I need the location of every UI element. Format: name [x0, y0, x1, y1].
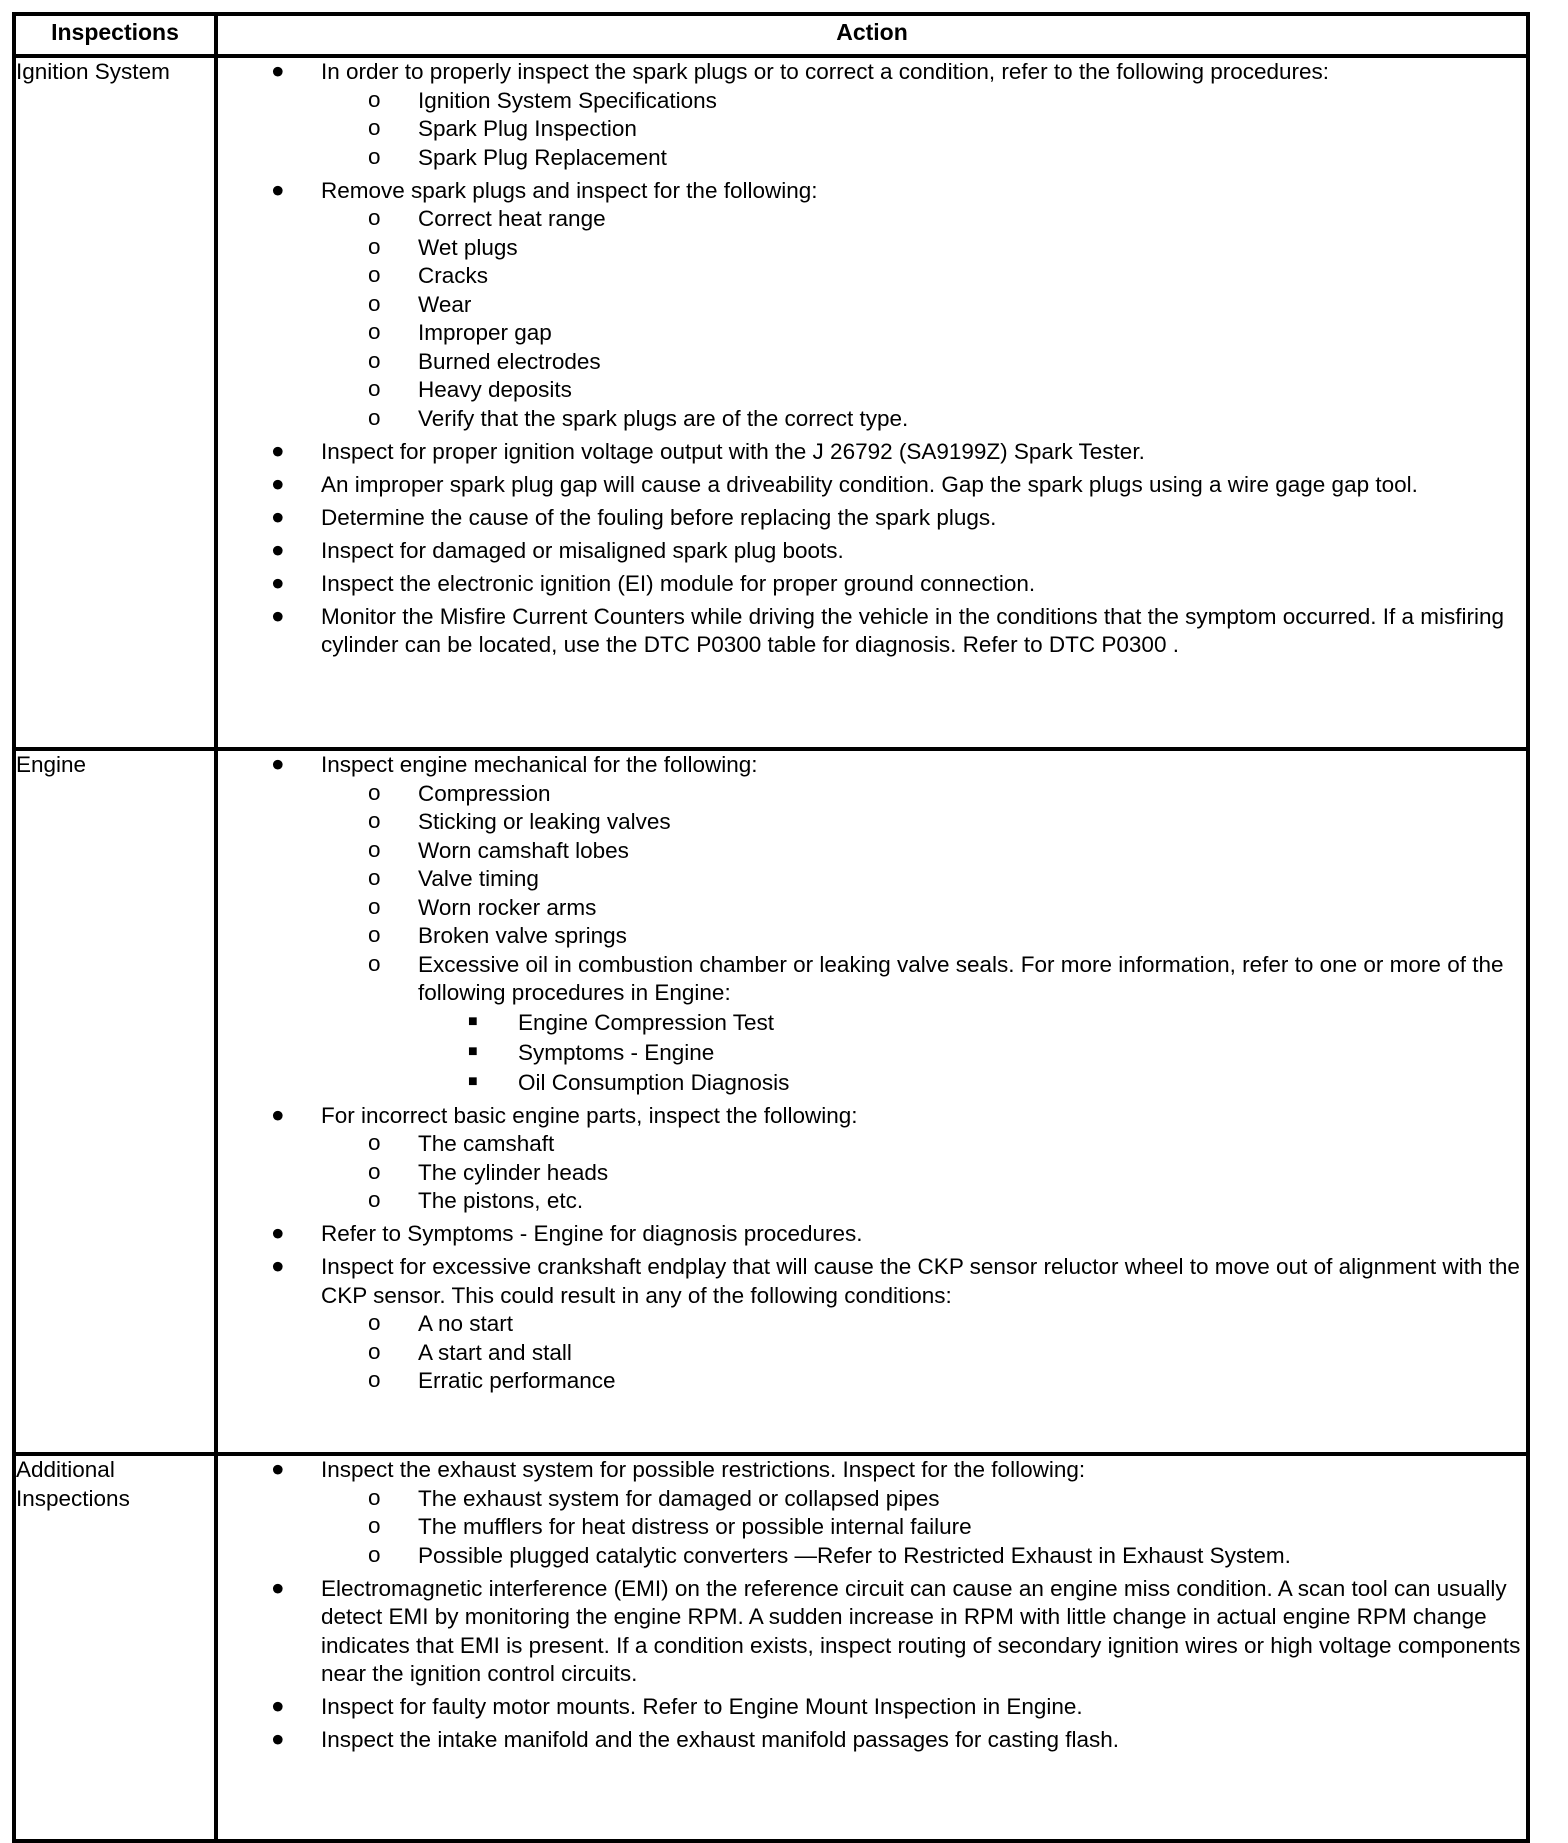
bullet-icon: ● — [271, 470, 285, 496]
circle-bullet-icon: o — [368, 1367, 381, 1392]
sub-item-text: Sticking or leaking valves — [418, 809, 671, 834]
item-text: Electromagnetic interference (EMI) on the reference circuit can cause an engine miss condition. A scan tool can usually detect EMI by monitoring the engine RPM. A sudden increase in RPM with little change in actual engine RPM change indicates that EMI is present. If a condition exists, inspect routing of secondary ignition wires or high voltage components near the ignition control circuits. — [321, 1575, 1521, 1686]
action-list — [218, 751, 1526, 1396]
list-item — [218, 1456, 1526, 1570]
sub-list-item — [318, 922, 1526, 951]
sub-item-text: The pistons, etc. — [418, 1188, 584, 1213]
bullet-icon: ● — [271, 1693, 285, 1718]
sub-list-item — [318, 1187, 1526, 1216]
circle-bullet-icon: o — [368, 290, 381, 316]
list-item — [218, 751, 1526, 1097]
sub-item-text: Possible plugged catalytic converters —Refer to Restricted Exhaust in Exhaust System. — [418, 1542, 1291, 1568]
square-bullet-icon: ■ — [468, 1042, 478, 1060]
square-bullet-icon: ■ — [468, 1012, 478, 1030]
sub-sub-list-item — [418, 1069, 1526, 1098]
list-item — [218, 1575, 1526, 1689]
square-bullet-icon: ■ — [468, 1072, 478, 1090]
item-text: Inspect engine mechanical for the following: — [321, 752, 758, 777]
sub-list-item — [318, 1542, 1526, 1571]
circle-bullet-icon: o — [368, 779, 381, 805]
bullet-icon: ● — [271, 569, 285, 595]
bullet-icon: ● — [271, 1456, 285, 1481]
circle-bullet-icon: o — [368, 808, 381, 833]
circle-bullet-icon: o — [368, 1158, 381, 1184]
item-text: Remove spark plugs and inspect for the following: — [321, 177, 818, 203]
item-text: Inspect for proper ignition voltage output with the J 26792 (SA9199Z) Spark Tester. — [321, 438, 1145, 464]
list-item — [218, 537, 1526, 566]
sub-list — [321, 1485, 1526, 1571]
circle-bullet-icon: o — [368, 950, 381, 976]
circle-bullet-icon: o — [368, 836, 381, 862]
sub-item-text: Valve timing — [418, 866, 539, 891]
action-cell — [216, 749, 1528, 1454]
circle-bullet-icon: o — [368, 1310, 381, 1335]
sub-list-item — [318, 405, 1526, 434]
circle-bullet-icon: o — [368, 922, 381, 947]
sub-item-text: The exhaust system for damaged or collapsed pipes — [418, 1485, 940, 1511]
item-text: Determine the cause of the fouling before replacing the spark plugs. — [321, 504, 997, 530]
row-label: Engine — [14, 749, 216, 1454]
sub-item-text: A no start — [418, 1311, 514, 1336]
sub-item-text: Ignition System Specifications — [418, 87, 717, 113]
item-text: Inspect the exhaust system for possible restrictions. Inspect for the following: — [321, 1457, 1086, 1482]
list-item — [218, 570, 1526, 599]
item-text: An improper spark plug gap will cause a driveability condition. Gap the spark plugs using a wire gage gap tool. — [321, 471, 1418, 497]
sub-list-item — [318, 1367, 1526, 1396]
sub-list — [321, 1310, 1526, 1396]
sub-list-item — [318, 262, 1526, 291]
sub-item-text: Excessive oil in combustion chamber or leaking valve seals. For more information, refer to one or more of the following procedures in Engine: — [418, 951, 1504, 1005]
bullet-icon: ● — [271, 536, 285, 562]
action-cell — [216, 56, 1528, 749]
sub-list-item — [318, 1339, 1526, 1368]
circle-bullet-icon: o — [368, 376, 381, 401]
circle-bullet-icon: o — [368, 1187, 381, 1212]
header-action: Action — [216, 14, 1528, 56]
bullet-icon: ● — [271, 1574, 285, 1600]
circle-bullet-icon: o — [368, 404, 381, 430]
list-item — [218, 438, 1526, 467]
item-text: Inspect the intake manifold and the exhaust manifold passages for casting flash. — [321, 1727, 1119, 1752]
circle-bullet-icon: o — [368, 1130, 381, 1155]
inspections-table — [12, 12, 1530, 1843]
bullet-icon: ● — [271, 602, 285, 628]
sub-item-text: Burned electrodes — [418, 348, 601, 374]
circle-bullet-icon: o — [368, 1513, 381, 1538]
header-inspections: Inspections — [14, 14, 216, 56]
list-item — [218, 1693, 1526, 1722]
sub-list — [321, 87, 1526, 173]
sub-item-text: Heavy deposits — [418, 377, 572, 402]
sub-list-item — [318, 87, 1526, 116]
row-ignition-system — [14, 56, 1528, 749]
sub-list-item — [318, 1310, 1526, 1339]
item-text: Monitor the Misfire Current Counters while driving the vehicle in the conditions that the symptom occurred. If a misfiring cylinder can be located, use the DTC P0300 table for diagnosis. Refer to DTC P0300 . — [321, 603, 1505, 657]
circle-bullet-icon: o — [368, 347, 381, 373]
sub-list-item — [318, 894, 1526, 923]
sub-item-text: Erratic performance — [418, 1368, 616, 1393]
bullet-icon: ● — [271, 1253, 285, 1278]
row-label: Ignition System — [14, 56, 216, 749]
sub-list-item — [318, 951, 1526, 1098]
bullet-icon: ● — [271, 437, 285, 463]
sub-list — [321, 1130, 1526, 1216]
sub-item-text: Wear — [418, 291, 472, 317]
circle-bullet-icon: o — [368, 233, 381, 259]
list-item — [218, 504, 1526, 533]
item-text: In order to properly inspect the spark plugs or to correct a condition, refer to the following procedures: — [321, 59, 1330, 84]
bullet-icon: ● — [271, 1101, 285, 1127]
sub-item-text: Improper gap — [418, 320, 552, 345]
sub-item-text: The mufflers for heat distress or possible internal failure — [418, 1514, 972, 1539]
sub-item-text: Worn rocker arms — [418, 894, 597, 920]
sub-item-text: Verify that the spark plugs are of the correct type. — [418, 405, 909, 431]
list-item — [218, 1253, 1526, 1396]
list-item — [218, 1102, 1526, 1216]
sub-item-text: Spark Plug Inspection — [418, 116, 637, 141]
sub-sub-item-text: Oil Consumption Diagnosis — [518, 1069, 790, 1095]
sub-item-text: Broken valve springs — [418, 923, 627, 948]
sub-list-item — [318, 808, 1526, 837]
header-row — [14, 14, 1528, 56]
sub-item-text: The camshaft — [418, 1131, 555, 1156]
bullet-icon: ● — [271, 503, 285, 529]
circle-bullet-icon: o — [368, 143, 381, 169]
sub-list-item — [318, 348, 1526, 377]
sub-list-item — [318, 1159, 1526, 1188]
sub-item-text: Correct heat range — [418, 206, 606, 231]
list-item — [218, 1726, 1526, 1755]
sub-item-text: Compression — [418, 780, 551, 806]
sub-sub-item-text: Symptoms - Engine — [518, 1039, 715, 1065]
circle-bullet-icon: o — [368, 1484, 381, 1510]
action-list — [218, 58, 1526, 660]
sub-list-item — [318, 144, 1526, 173]
circle-bullet-icon: o — [368, 865, 381, 890]
bullet-icon: ● — [271, 176, 285, 202]
sub-list-item — [318, 865, 1526, 894]
list-item — [218, 177, 1526, 434]
sub-sub-list — [418, 1009, 1526, 1098]
item-text: Inspect for faulty motor mounts. Refer to Engine Mount Inspection in Engine. — [321, 1694, 1083, 1719]
sub-list-item — [318, 115, 1526, 144]
bullet-icon: ● — [271, 58, 285, 83]
list-item — [218, 603, 1526, 660]
row-engine — [14, 749, 1528, 1454]
circle-bullet-icon: o — [368, 893, 381, 919]
sub-list-item — [318, 291, 1526, 320]
sub-list-item — [318, 319, 1526, 348]
list-item — [218, 1220, 1526, 1249]
sub-list-item — [318, 780, 1526, 809]
item-text: Refer to Symptoms - Engine for diagnosis procedures. — [321, 1221, 863, 1246]
sub-list-item — [318, 234, 1526, 263]
sub-sub-list-item — [418, 1039, 1526, 1068]
sub-sub-list-item — [418, 1009, 1526, 1038]
row-additional-inspections — [14, 1454, 1528, 1841]
sub-list — [321, 205, 1526, 433]
sub-list-item — [318, 376, 1526, 405]
sub-list-item — [318, 205, 1526, 234]
bullet-icon: ● — [271, 1220, 285, 1245]
sub-list-item — [318, 1130, 1526, 1159]
sub-item-text: Worn camshaft lobes — [418, 837, 629, 863]
action-cell — [216, 1454, 1528, 1841]
circle-bullet-icon: o — [368, 86, 381, 112]
item-text: Inspect the electronic ignition (EI) module for proper ground connection. — [321, 570, 1036, 596]
sub-sub-item-text: Engine Compression Test — [518, 1009, 774, 1035]
sub-item-text: Wet plugs — [418, 234, 518, 260]
sub-item-text: Cracks — [418, 263, 489, 288]
circle-bullet-icon: o — [368, 262, 381, 287]
bullet-icon: ● — [271, 751, 285, 776]
item-text: Inspect for excessive crankshaft endplay that will cause the CKP sensor reluctor wheel to move out of alignment with the CKP sensor. This could result in any of the following conditions: — [321, 1254, 1520, 1308]
sub-item-text: A start and stall — [418, 1339, 572, 1365]
list-item — [218, 471, 1526, 500]
circle-bullet-icon: o — [368, 1541, 381, 1567]
circle-bullet-icon: o — [368, 319, 381, 344]
bullet-icon: ● — [271, 1726, 285, 1751]
item-text: Inspect for damaged or misaligned spark plug boots. — [321, 537, 844, 563]
sub-list — [321, 780, 1526, 1098]
sub-item-text: Spark Plug Replacement — [418, 144, 667, 170]
circle-bullet-icon: o — [368, 1338, 381, 1364]
action-list — [218, 1456, 1526, 1755]
row-label: Additional Inspections — [14, 1454, 216, 1841]
sub-item-text: The cylinder heads — [418, 1159, 609, 1185]
sub-list-item — [318, 1513, 1526, 1542]
sub-list-item — [318, 1485, 1526, 1514]
circle-bullet-icon: o — [368, 205, 381, 230]
list-item — [218, 58, 1526, 172]
sub-list-item — [318, 837, 1526, 866]
circle-bullet-icon: o — [368, 115, 381, 140]
item-text: For incorrect basic engine parts, inspect the following: — [321, 1102, 858, 1128]
